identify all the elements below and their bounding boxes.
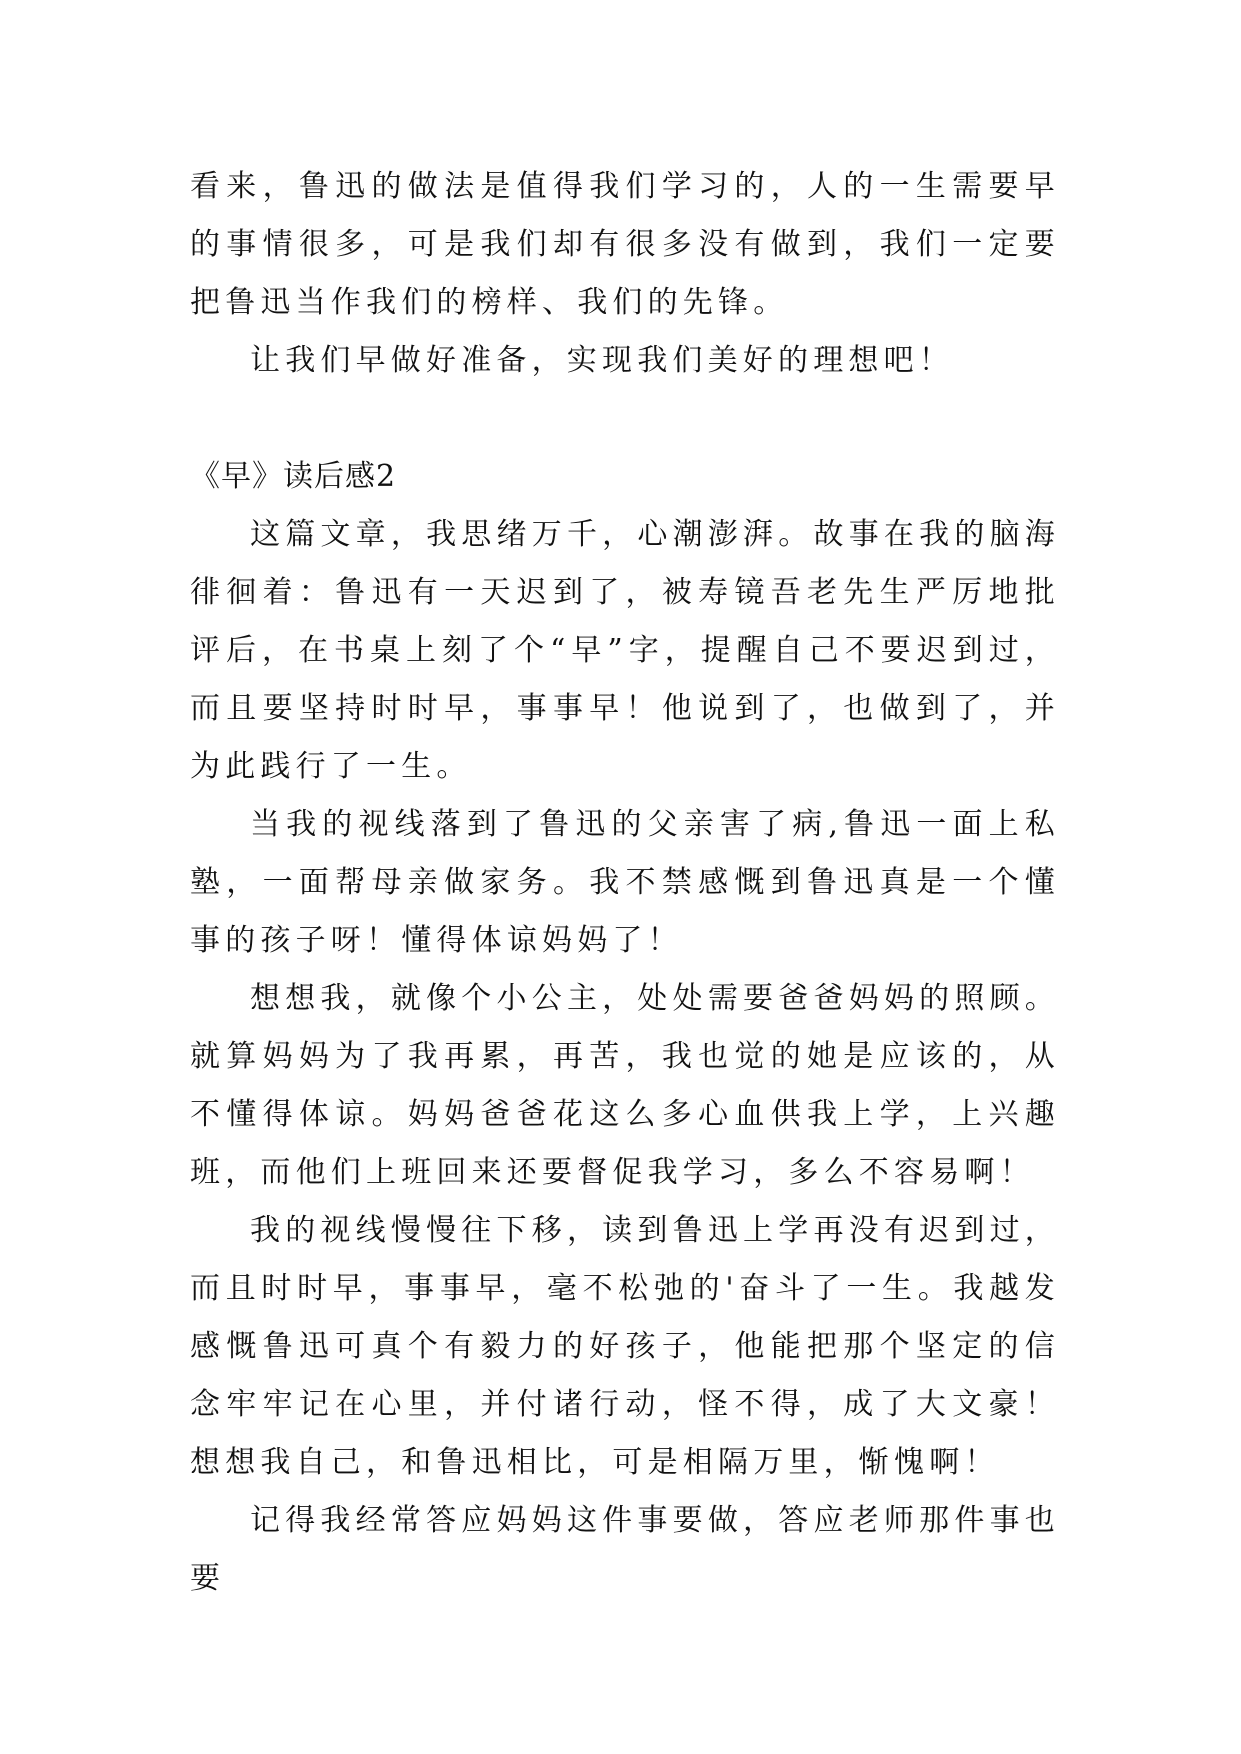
closing-paragraph: 让我们早做好准备，实现我们美好的理想吧！ bbox=[250, 343, 954, 378]
body-paragraph-3: 想想我，就像个小公主，处处需要爸爸妈妈的照顾。就算妈妈为了我再累，再苦，我也觉的她是应该的，从不懂得体谅。妈妈爸爸花这么多心血供我上学，上兴趣班，而他们上班回来还要督促我学习，多么不容易啊！ bbox=[190, 981, 1060, 1190]
document-body bbox=[190, 158, 1060, 1608]
section-title: 《早》读后感2 bbox=[190, 459, 397, 494]
section-spacer bbox=[190, 390, 1060, 448]
body-paragraph-4: 我的视线慢慢往下移，读到鲁迅上学再没有迟到过，而且时时早，事事早，毫不松弛的'奋斗了一生。我越发感慨鲁迅可真个有毅力的好孩子，他能把那个坚定的信念牢牢记在心里，并付诸行动，怪不得，成了大文豪！想想我自己，和鲁迅相比，可是相隔万里，惭愧啊！ bbox=[190, 1213, 1060, 1480]
body-paragraph-5: 记得我经常答应妈妈这件事要做，答应老师那件事也要 bbox=[190, 1503, 1060, 1596]
lead-paragraph: 看来，鲁迅的做法是值得我们学习的，人的一生需要早的事情很多，可是我们却有很多没有做到，我们一定要把鲁迅当作我们的榜样、我们的先锋。 bbox=[190, 169, 1060, 320]
body-paragraph-2: 当我的视线落到了鲁迅的父亲害了病,鲁迅一面上私塾，一面帮母亲做家务。我不禁感慨到鲁迅真是一个懂事的孩子呀！懂得体谅妈妈了！ bbox=[190, 807, 1060, 958]
body-paragraph-1: 这篇文章，我思绪万千，心潮澎湃。故事在我的脑海徘徊着：鲁迅有一天迟到了，被寿镜吾老先生严厉地批评后，在书桌上刻了个“早”字，提醒自己不要迟到过，而且要坚持时时早，事事早！他说到了，也做到了，并为此践行了一生。 bbox=[190, 517, 1060, 784]
